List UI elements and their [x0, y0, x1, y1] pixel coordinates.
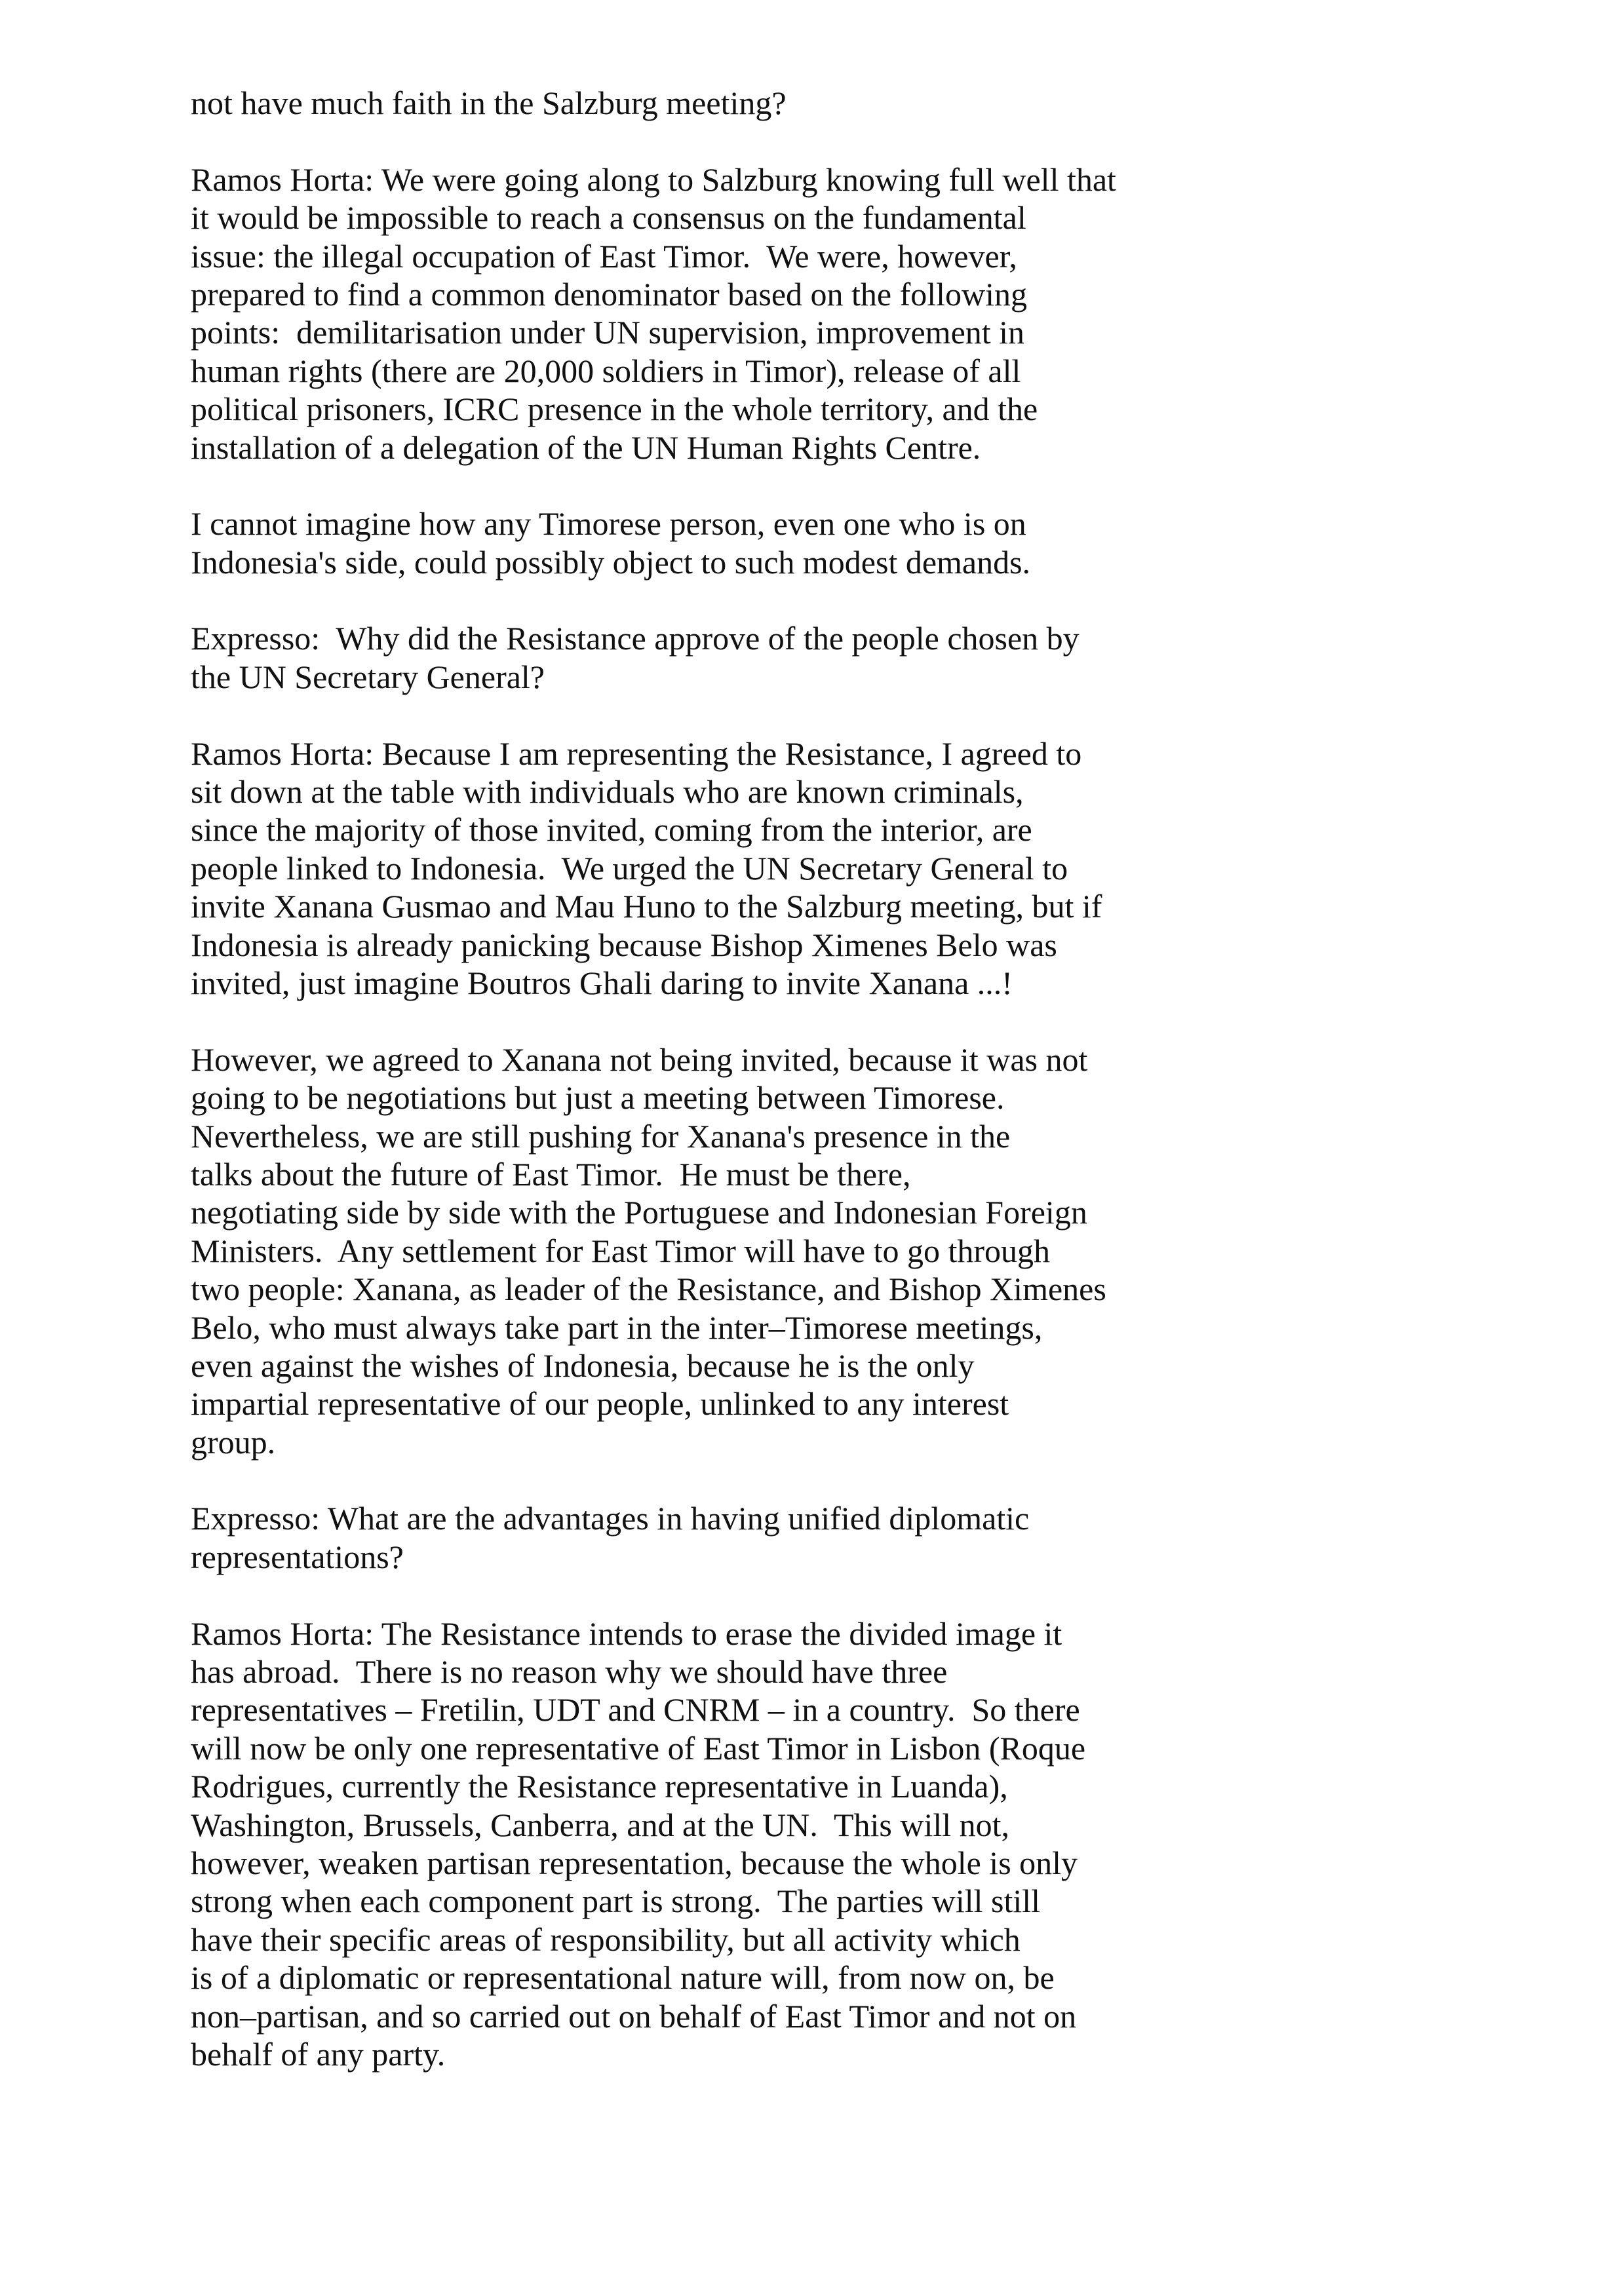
text-line: installation of a delegation of the UN Human Rights Centre. [191, 429, 981, 466]
text-line: since the majority of those invited, coming from the interior, are [191, 811, 1032, 849]
text-line: Nevertheless, we are still pushing for Xanana's presence in the [191, 1117, 1011, 1155]
text-line: behalf of any party. [191, 2035, 446, 2073]
text-line: representations? [191, 1538, 404, 1575]
text-line: Ramos Horta: Because I am representing the Resistance, I agreed to [191, 735, 1082, 772]
paragraph [191, 161, 1436, 467]
text-line: Ministers. Any settlement for East Timor will have to go through [191, 1232, 1051, 1269]
paragraph [191, 735, 1436, 1003]
text-line: political prisoners, ICRC presence in the whole territory, and the [191, 391, 1038, 428]
text-line: Belo, who must always take part in the inter–Timorese meetings, [191, 1309, 1043, 1346]
text-line: even against the wishes of Indonesia, because he is the only [191, 1347, 975, 1384]
text-line: impartial representative of our people, unlinked to any interest [191, 1385, 1009, 1423]
text-line: representatives – Fretilin, UDT and CNRM – in a country. So there [191, 1691, 1080, 1729]
text-line: However, we agreed to Xanana not being invited, because it was not [191, 1041, 1088, 1078]
text-line: not have much faith in the Salzburg meeting? [191, 85, 787, 121]
text-line: Expresso: What are the advantages in having unified diplomatic [191, 1500, 1030, 1537]
text-line: invite Xanana Gusmao and Mau Huno to the Salzburg meeting, but if [191, 888, 1102, 925]
text-line: strong when each component part is strong. The parties will still [191, 1883, 1041, 1920]
text-line: human rights (there are 20,000 soldiers in Timor), release of all [191, 352, 1021, 389]
text-line: talks about the future of East Timor. He must be there, [191, 1155, 911, 1193]
text-line: is of a diplomatic or representational nature will, from now on, be [191, 1959, 1055, 1997]
text-line: Expresso: Why did the Resistance approve of the people chosen by [191, 620, 1080, 657]
text-line: the UN Secretary General? [191, 658, 545, 695]
paragraph [191, 505, 1436, 581]
text-line: have their specific areas of responsibility, but all activity which [191, 1921, 1021, 1958]
text-line: Indonesia's side, could possibly object to such modest demands. [191, 543, 1031, 581]
text-line: Ramos Horta: The Resistance intends to erase the divided image it [191, 1615, 1062, 1652]
text-line: prepared to find a common denominator based on the following [191, 275, 1028, 313]
text-line: group. [191, 1423, 276, 1461]
paragraph [191, 1615, 1436, 2074]
text-line: two people: Xanana, as leader of the Resistance, and Bishop Ximenes [191, 1271, 1106, 1308]
document-page [191, 84, 1436, 2112]
text-line: points: demilitarisation under UN supervision, improvement in [191, 314, 1025, 351]
text-line: Washington, Brussels, Canberra, and at the UN. This will not, [191, 1806, 1010, 1843]
paragraph [191, 619, 1436, 696]
text-line: sit down at the table with individuals who are known criminals, [191, 773, 1024, 811]
text-line: Ramos Horta: We were going along to Salzburg knowing full well that [191, 161, 1116, 198]
paragraph [191, 1499, 1436, 1576]
text-line: it would be impossible to reach a consensus on the fundamental [191, 199, 1026, 237]
text-line: will now be only one representative of East Timor in Lisbon (Roque [191, 1729, 1086, 1767]
text-line: non–partisan, and so carried out on behalf of East Timor and not on [191, 1997, 1077, 2035]
text-line: I cannot imagine how any Timorese person, even one who is on [191, 505, 1026, 543]
text-line: people linked to Indonesia. We urged the UN Secretary General to [191, 849, 1068, 887]
text-line: issue: the illegal occupation of East Timor. We were, however, [191, 237, 1017, 275]
paragraph [191, 1041, 1436, 1461]
text-line: Indonesia is already panicking because Bishop Ximenes Belo was [191, 926, 1057, 963]
text-line: negotiating side by side with the Portuguese and Indonesian Foreign [191, 1194, 1087, 1231]
text-line: invited, just imagine Boutros Ghali daring to invite Xanana ...! [191, 964, 1013, 1001]
text-line: has abroad. There is no reason why we should have three [191, 1653, 948, 1691]
paragraph [191, 84, 1436, 122]
text-line: going to be negotiations but just a meeting between Timorese. [191, 1079, 1005, 1117]
text-line: Rodrigues, currently the Resistance representative in Luanda), [191, 1768, 1008, 1805]
text-line: however, weaken partisan representation, because the whole is only [191, 1844, 1078, 1881]
